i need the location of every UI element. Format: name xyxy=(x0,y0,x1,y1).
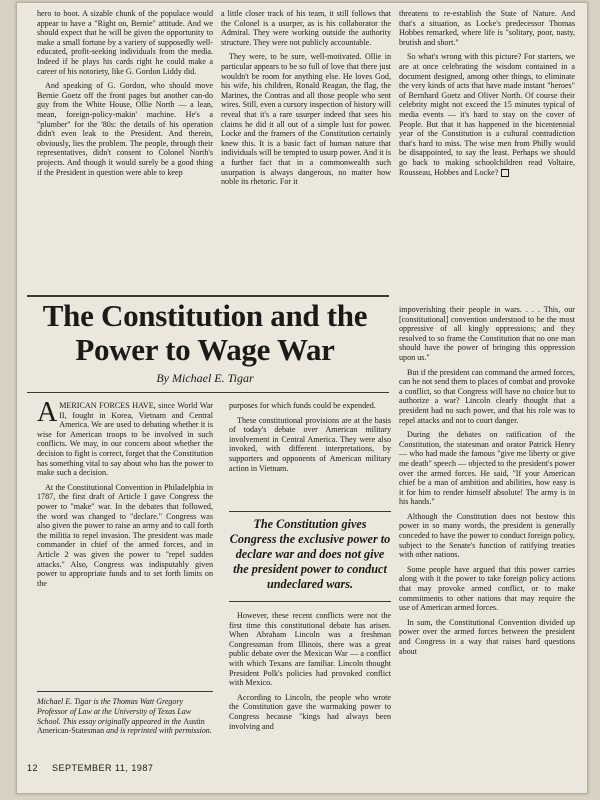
issue-date: SEPTEMBER 11, 1987 xyxy=(52,763,154,773)
article-column-3 xyxy=(399,305,575,661)
paragraph: purposes for which funds could be expended. xyxy=(229,401,376,410)
article-column-1 xyxy=(37,397,213,593)
lead-paragraph-text: MERICAN FORCES HAVE, since World War II, fought in Korea, Vietnam and Central America. We are used to debating whether it is wise for American troops to be involved in such conflicts. We may, in our concern about whether the decision to fight is correct, forget that the Constitution has something vital to say about who has the power to make such a decision. xyxy=(37,401,213,478)
article-column-2-bottom xyxy=(229,611,391,736)
author-bio-text-end: and is reprinted with permission. xyxy=(104,726,212,736)
paragraph: Although the Constitution does not bestow this power in so many words, the president is generally conceded to have the power to conduct foreign policy, subject to the Senate's function of ratifying treaties with other nations. xyxy=(399,511,575,560)
paragraph: During the debates on ratification of the Constitution, the statesman and orator Patrick Henry — who had made the famous "give me liberty or give me death" speech — objected to the president's power over the armed forces. He said, "If your American chief be a man of ambition and abilities, how easy is it for him to render himself absolute! The army is in his hands." xyxy=(399,430,575,507)
pullquote-rule-top xyxy=(229,511,391,512)
end-of-article-mark xyxy=(501,169,509,177)
section-rule-top xyxy=(27,295,389,297)
article-byline: By Michael E. Tigar xyxy=(156,371,254,385)
paragraph: These constitutional provisions are at the basis of today's debate over American military involvement in Central America. They were also invoked, with different interpretations, by supporters and opponents of American military action in Vietnam. xyxy=(229,415,391,473)
page-number: 12 xyxy=(27,763,39,773)
paragraph: Some people have argued that this power carries along with it the power to take foreign policy actions that may provoke armed conflict, or to make commitments to other nations that may require the use of American armed forces. xyxy=(399,564,575,613)
prev-article-column-1 xyxy=(37,9,213,182)
paragraph: At the Constitutional Convention in Philadelphia in 1787, the first draft of Article I gave Congress the power to "make" war. In the debates that followed, the word was changed to "declare." Congress was also given the power to raise an army and to call forth the militia to repel invasion. The president was made commander in chief of the armed forces, and in Article 2 was given the power to "repel sudden attacks." Also, Congress was indisputably given power to appropriate funds and to set forth limits on the xyxy=(37,482,213,588)
author-bio-text: Michael E. Tigar is the Thomas Watt Gregory Professor of Law at the University of Texas Law School. This essay originally appeared in the xyxy=(37,697,192,726)
paragraph: In sum, the Constitutional Convention divided up power over the armed forces between the president and Congress in a way that raises hard questions about xyxy=(399,617,575,656)
paragraph: hero to boot. A sizable chunk of the populace would appear to have a "Right on, Bernie" attitude. And we should expect that he will be given the opportunity to make a small fortune by a variety of supposedly well-educated, profit-seeking individuals from the media. Indeed if he plays his cards right he could make a career of his notoriety, like G. Gordon Liddy did. xyxy=(37,9,213,76)
paragraph: According to Lincoln, the people who wrote the Constitution gave the warmaking power to Congress because "kings had always been involving and xyxy=(229,692,391,731)
author-bio xyxy=(37,697,213,736)
paragraph: impoverishing their people in wars. . . . This, our [constitutional] convention understood to be the most oppressive of all kingly oppressions; and they resolved to so frame the Constitution that no one man should have the power of bringing this oppression upon us." xyxy=(399,305,575,362)
paragraph: But if the president can command the armed forces, can he not send them to places of combat and provoke a conflict, so that Congress will have no choice but to authorize a war? Lincoln clearly thought that a president had no such power, and that his role was to repel attacks and not to court danger. xyxy=(399,367,575,425)
author-bio-source: Austin American-Statesman xyxy=(37,716,205,736)
lead-paragraph xyxy=(37,397,213,478)
prev-article-column-3 xyxy=(399,9,575,182)
prev-article-column-2 xyxy=(221,9,391,192)
page-footer xyxy=(27,763,167,773)
paragraph: a little closer track of his team, it still follows that the Colonel is a usurper, as is his collaborator the Admiral. They were working outside the authority structure. They were not publicly accountable. xyxy=(221,9,391,47)
section-rule-bottom xyxy=(27,392,389,393)
drop-cap: A xyxy=(37,397,58,428)
article-title: The Constitution and the Power to Wage War xyxy=(42,298,368,367)
paragraph: However, these recent conflicts were not the first time this constitutional debate has arisen. When Abraham Lincoln was a freshman Congressman from Illinois, there was a great public debate over the Mexican War — a conflict with which Texans are familiar. Lincoln thought President Polk's policies had provoked conflict with Mexico. xyxy=(229,611,391,688)
pullquote-rule-bottom xyxy=(229,601,391,602)
bio-rule xyxy=(37,691,213,692)
magazine-page xyxy=(16,2,588,794)
paragraph xyxy=(399,52,575,177)
paragraph: And speaking of G. Gordon, who should move Bernie Goetz off the front pages but another can-do guy from the White House, Ollie North — a lean, mean, foreign-policy-makin' machine. He's a "plumber" for the '80s: the details of his operation didn't even leak to the President. And therein, obviously, lies the problem. The people, through their representatives, didn't consent to Colonel North's projects. And though it would surely be a good thing if the President in question were able to keep xyxy=(37,81,213,177)
pull-quote: The Constitution gives Congress the exclusive power to declare war and does not give the president power to conduct undeclared wars. xyxy=(229,517,391,591)
paragraph-text: So what's wrong with this picture? For starters, we are at once celebrating the wisdom contained in a document designed, among other things, to eliminate the very kinds of acts that have made instant "heroes" of Bernhard Goetz and Oliver North. Of course their celebrity might not exceed the 15 minutes typical of media events — it's hard to stay on the cover of People. But that it has happened in the bicentennial year of the Constitution is a cultural contradiction that's hard to miss. The wise men from Philly would be disappointed, to say the least. Perhaps we should go back to making schoolchildren read Voltaire, Rousseau, Hobbes and Locke? xyxy=(399,52,575,177)
article-column-2-top xyxy=(229,401,391,478)
paragraph: threatens to re-establish the State of Nature. And that's a situation, as Locke's predecessor Thomas Hobbes remarked, where life is "solitary, poor, nasty, brutish and short." xyxy=(399,9,575,47)
paragraph: They were, to be sure, well-motivated. Ollie in particular appears to be so full of love that there just wouldn't be room for anything else. He loves God, his wife, his children, Ronald Reagan, the flag, the Marines, the Contras and all those people who sent wires. Still, even a cursory inspection of history will reveal that it's a rare usurper indeed that sees his claims he did it all out of a simple lust for power. Locke and the framers of the Constitution certainly knew this. It is a basic fact of human nature that individuals will be tempted to usurp power. And it is a further fact that in a commonwealth such usurpation is always dangerous, no matter how noble its rhetoric. For it xyxy=(221,52,391,187)
